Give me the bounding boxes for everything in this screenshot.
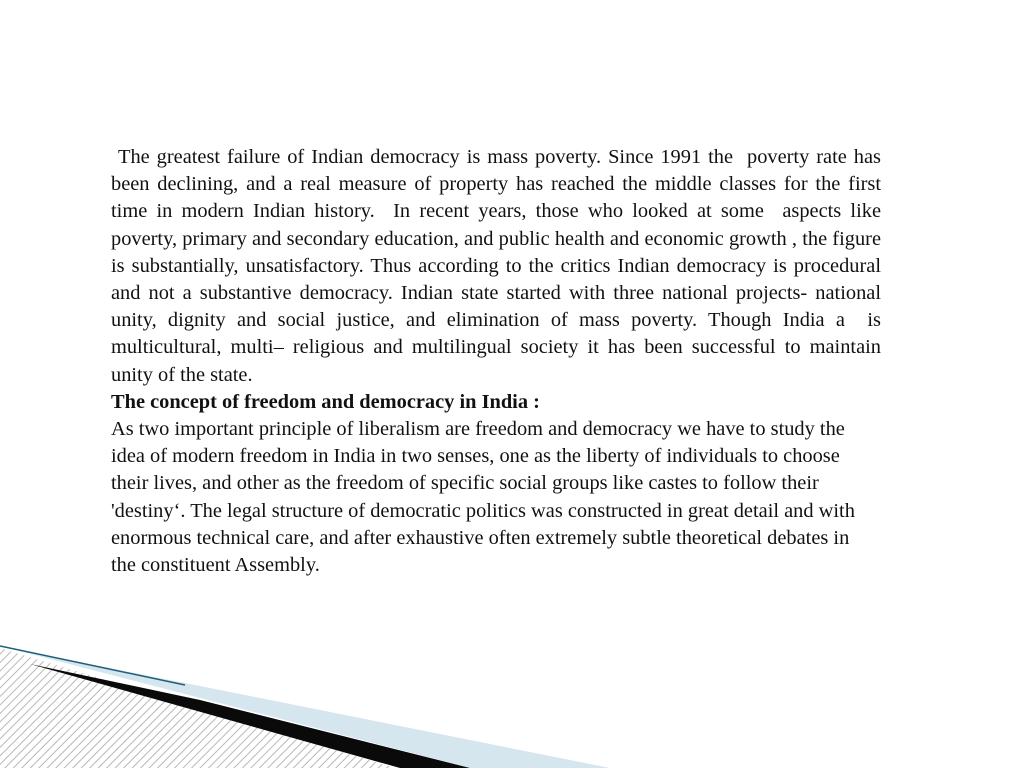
teal-edge-line — [0, 646, 185, 685]
freedom-paragraph: As two important principle of liberalism are freedom and democracy we have to study the idea of modern freedom in India in two senses, one as the liberty of individuals to choose their lives, and other as the freedom of specific social groups like castes to follow their 'destiny‘. The legal structure of democratic politics was constructed in great detail and with enormous technical care, and after exhaustive often extremely subtle theoretical debates in the constituent Assembly. — [111, 418, 855, 577]
intro-paragraph: The greatest failure of Indian democracy is mass poverty. Since 1991 the poverty rate has been declining, and a real measure of property has reached the middle classes for the first time in modern Indian history. In recent years, those who looked at some aspects like poverty, primary and secondary education, and public health and economic growth , the figure is substantially, unsatisfactory. Thus according to the critics Indian democracy is procedural and not a substantive democracy. Indian state started with three national projects- national unity, dignity and social justice, and elimination of mass poverty. Though India a is multicultural, multi– religious and multilingual society it has been successful to maintain unity of the state. — [111, 146, 892, 386]
hatched-wedge — [0, 648, 395, 768]
slide-body — [111, 144, 892, 579]
light-blue-swoosh — [0, 646, 610, 768]
section-heading: The concept of freedom and democracy in India : — [111, 390, 540, 413]
black-swoosh — [30, 664, 470, 768]
